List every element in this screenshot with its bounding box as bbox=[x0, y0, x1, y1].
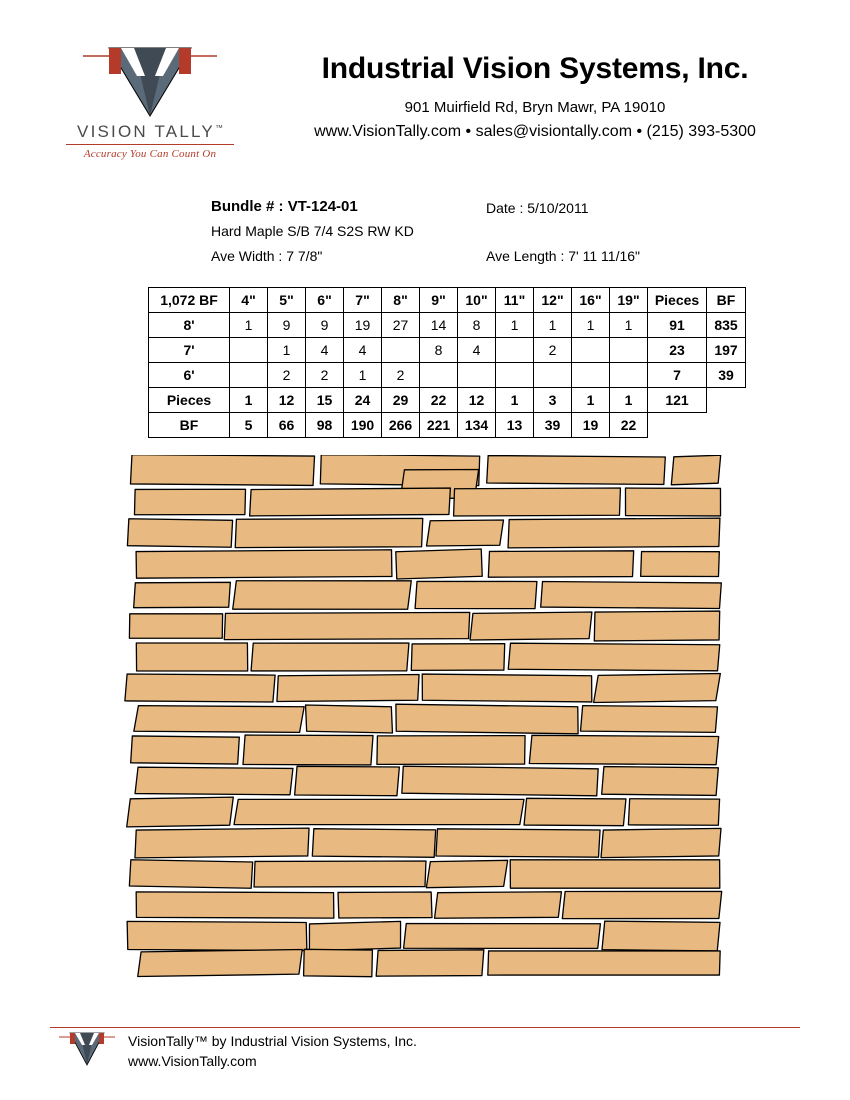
tally-table bbox=[148, 287, 746, 438]
tally-total-cell: 24 bbox=[344, 388, 382, 413]
tally-total-bf-label: 1,072 BF bbox=[149, 288, 230, 313]
page-footer bbox=[0, 1015, 850, 1085]
board-piece bbox=[129, 860, 252, 889]
tally-cell: 8 bbox=[458, 313, 496, 338]
logo-divider bbox=[66, 144, 234, 145]
bundle-info bbox=[0, 198, 850, 268]
tally-cell: 2 bbox=[534, 338, 572, 363]
tally-row-bf: 39 bbox=[707, 363, 746, 388]
board-piece bbox=[233, 581, 412, 609]
tally-cell bbox=[572, 363, 610, 388]
date-label: Date : bbox=[486, 200, 524, 216]
tally-cell: 4 bbox=[458, 338, 496, 363]
board-piece bbox=[671, 455, 720, 485]
tally-cell bbox=[496, 363, 534, 388]
tally-total-cell: 1 bbox=[230, 388, 268, 413]
board-piece bbox=[134, 706, 304, 733]
board-piece bbox=[130, 455, 314, 485]
tally-width-header: 12" bbox=[534, 288, 572, 313]
tally-row bbox=[149, 313, 746, 338]
tally-total-cell: 39 bbox=[534, 413, 572, 438]
board-piece bbox=[377, 736, 525, 765]
tally-row-length-label: 7' bbox=[149, 338, 230, 363]
ave-width-label: Ave Width : bbox=[211, 248, 283, 264]
ave-length-label: Ave Length : bbox=[486, 248, 565, 264]
tally-cell: 2 bbox=[306, 363, 344, 388]
board-piece bbox=[135, 767, 293, 795]
tally-row bbox=[149, 363, 746, 388]
logo-wordmark bbox=[55, 122, 245, 142]
board-piece bbox=[427, 520, 504, 546]
ave-length-value: 7' 11 11/16" bbox=[568, 248, 641, 264]
tally-table-container bbox=[148, 287, 746, 438]
tally-cell: 1 bbox=[268, 338, 306, 363]
tally-total-cell: 19 bbox=[572, 413, 610, 438]
tally-cell bbox=[420, 363, 458, 388]
board-piece bbox=[235, 518, 423, 547]
board-piece bbox=[426, 860, 507, 887]
board-piece bbox=[487, 456, 666, 485]
board-piece bbox=[396, 704, 578, 734]
company-contact-line: www.VisionTally.com • sales@visiontally.com • (215) 393-5300 bbox=[314, 123, 756, 140]
tally-total-cell: 1 bbox=[610, 388, 648, 413]
tally-cell bbox=[230, 363, 268, 388]
tally-total-cell: 98 bbox=[306, 413, 344, 438]
board-piece bbox=[129, 614, 222, 638]
tally-total-cell: 12 bbox=[268, 388, 306, 413]
tally-cell: 19 bbox=[344, 313, 382, 338]
tally-total-cell: 134 bbox=[458, 413, 496, 438]
tally-row-bf: 197 bbox=[707, 338, 746, 363]
tally-cell: 1 bbox=[610, 313, 648, 338]
tally-total-cell: 66 bbox=[268, 413, 306, 438]
tally-row-pieces: 7 bbox=[648, 363, 707, 388]
company-name: Industrial Vision Systems, Inc. bbox=[321, 52, 749, 85]
tally-grand-pieces bbox=[648, 413, 707, 438]
tally-cell: 2 bbox=[382, 363, 420, 388]
board-piece bbox=[422, 674, 592, 702]
board-piece bbox=[136, 892, 334, 918]
board-piece bbox=[312, 829, 435, 858]
board-piece bbox=[524, 798, 626, 825]
footer-line-2: www.VisionTally.com bbox=[128, 1053, 257, 1069]
tally-cell bbox=[382, 338, 420, 363]
tally-cell: 2 bbox=[268, 363, 306, 388]
footer-divider bbox=[50, 1027, 800, 1028]
tally-grand-bf bbox=[707, 413, 746, 438]
board-piece bbox=[488, 951, 720, 975]
board-piece bbox=[136, 550, 392, 578]
board-layout-diagram bbox=[0, 455, 850, 1000]
board-piece bbox=[628, 799, 719, 826]
tally-width-header: 11" bbox=[496, 288, 534, 313]
tally-grand-pieces: 121 bbox=[648, 388, 707, 413]
date-field bbox=[486, 200, 589, 216]
board-piece bbox=[601, 828, 721, 857]
company-address: 901 Muirfield Rd, Bryn Mawr, PA 19010 bbox=[404, 99, 666, 116]
bundle-description: Hard Maple S/B 7/4 S2S RW KD bbox=[211, 223, 414, 239]
board-piece bbox=[250, 488, 451, 516]
board-piece bbox=[435, 892, 562, 919]
board-piece bbox=[131, 736, 240, 764]
tally-totals-label: BF bbox=[149, 413, 230, 438]
tally-total-cell: 190 bbox=[344, 413, 382, 438]
board-piece bbox=[376, 950, 484, 976]
board-piece bbox=[602, 921, 720, 951]
tally-width-header: 7" bbox=[344, 288, 382, 313]
logo-trademark: ™ bbox=[214, 123, 223, 133]
page-header bbox=[0, 30, 850, 175]
board-piece bbox=[243, 735, 373, 765]
tally-pieces-header: Pieces bbox=[648, 288, 707, 313]
board-piece bbox=[125, 674, 275, 702]
tally-width-header: 19" bbox=[610, 288, 648, 313]
tally-cell: 1 bbox=[344, 363, 382, 388]
tally-cell bbox=[610, 338, 648, 363]
company-info bbox=[255, 52, 815, 141]
tally-cell bbox=[572, 338, 610, 363]
tally-cell: 9 bbox=[268, 313, 306, 338]
tally-cell: 8 bbox=[420, 338, 458, 363]
tally-width-header: 9" bbox=[420, 288, 458, 313]
tally-row bbox=[149, 338, 746, 363]
board-piece bbox=[396, 549, 482, 579]
tally-cell: 4 bbox=[344, 338, 382, 363]
tally-cell: 14 bbox=[420, 313, 458, 338]
tally-cell bbox=[496, 338, 534, 363]
tally-total-cell: 3 bbox=[534, 388, 572, 413]
board-piece bbox=[415, 581, 537, 608]
tally-total-cell: 221 bbox=[420, 413, 458, 438]
board-piece bbox=[508, 518, 720, 548]
board-piece bbox=[541, 581, 722, 608]
board-piece bbox=[304, 949, 373, 976]
date-value: 5/10/2011 bbox=[527, 200, 589, 216]
tally-total-cell: 22 bbox=[610, 413, 648, 438]
tally-total-cell: 5 bbox=[230, 413, 268, 438]
board-piece bbox=[309, 921, 400, 950]
board-piece bbox=[436, 829, 600, 857]
tally-total-cell: 1 bbox=[572, 388, 610, 413]
board-piece bbox=[136, 643, 247, 671]
tally-width-header: 8" bbox=[382, 288, 420, 313]
board-piece bbox=[134, 582, 231, 607]
board-piece bbox=[508, 643, 720, 671]
board-piece bbox=[470, 612, 592, 640]
board-piece bbox=[277, 675, 419, 702]
tally-row-pieces: 91 bbox=[648, 313, 707, 338]
tally-grand-bf bbox=[707, 388, 746, 413]
tally-total-cell: 12 bbox=[458, 388, 496, 413]
board-piece bbox=[411, 644, 504, 671]
board-piece bbox=[594, 611, 719, 641]
board-piece bbox=[295, 766, 400, 795]
ave-length-field bbox=[486, 248, 640, 264]
company-logo bbox=[55, 42, 245, 160]
tally-width-header: 10" bbox=[458, 288, 496, 313]
board-piece bbox=[594, 674, 721, 703]
tally-row-bf: 835 bbox=[707, 313, 746, 338]
vision-tally-logo-icon bbox=[75, 42, 225, 120]
tally-totals-label: Pieces bbox=[149, 388, 230, 413]
tally-header-row bbox=[149, 288, 746, 313]
board-piece bbox=[127, 519, 232, 548]
tally-total-cell: 13 bbox=[496, 413, 534, 438]
board-piece bbox=[138, 949, 303, 976]
tally-total-cell: 266 bbox=[382, 413, 420, 438]
board-piece bbox=[254, 861, 426, 887]
board-piece bbox=[454, 488, 621, 516]
board-piece bbox=[641, 551, 720, 576]
footer-logo-icon bbox=[57, 1031, 117, 1067]
tally-total-cell: 15 bbox=[306, 388, 344, 413]
tally-total-cell: 22 bbox=[420, 388, 458, 413]
ave-width-field bbox=[211, 248, 322, 264]
board-piece bbox=[529, 735, 718, 764]
board-piece bbox=[404, 924, 601, 949]
board-piece bbox=[134, 489, 245, 514]
tally-cell: 1 bbox=[496, 313, 534, 338]
bundle-number-label: Bundle # : bbox=[211, 198, 284, 215]
board-piece bbox=[581, 706, 718, 733]
tally-width-header: 5" bbox=[268, 288, 306, 313]
ave-width-value: 7 7/8" bbox=[286, 248, 323, 264]
footer-line-1: VisionTally™ by Industrial Vision Systems, Inc. bbox=[128, 1033, 417, 1049]
board-piece bbox=[488, 551, 633, 577]
tally-totals-bf-row bbox=[149, 413, 746, 438]
tally-cell: 1 bbox=[572, 313, 610, 338]
logo-tagline: Accuracy You Can Count On bbox=[83, 148, 217, 160]
tally-row-pieces: 23 bbox=[648, 338, 707, 363]
board-piece bbox=[602, 767, 719, 796]
tally-width-header: 16" bbox=[572, 288, 610, 313]
board-piece bbox=[234, 799, 524, 824]
tally-cell bbox=[534, 363, 572, 388]
tally-cell bbox=[458, 363, 496, 388]
tally-totals-pieces-row bbox=[149, 388, 746, 413]
board-piece bbox=[402, 766, 598, 796]
tally-width-header: 6" bbox=[306, 288, 344, 313]
tally-cell bbox=[230, 338, 268, 363]
board-piece bbox=[510, 860, 720, 888]
bundle-number-value: VT-124-01 bbox=[287, 198, 358, 215]
board-piece bbox=[625, 488, 720, 516]
tally-cell: 9 bbox=[306, 313, 344, 338]
tally-row-length-label: 8' bbox=[149, 313, 230, 338]
tally-cell: 27 bbox=[382, 313, 420, 338]
tally-total-cell: 29 bbox=[382, 388, 420, 413]
board-piece bbox=[338, 892, 432, 918]
board-piece bbox=[127, 921, 307, 950]
tally-width-header: 4" bbox=[230, 288, 268, 313]
tally-cell: 1 bbox=[534, 313, 572, 338]
tally-total-cell: 1 bbox=[496, 388, 534, 413]
board-piece bbox=[251, 643, 409, 671]
tally-cell: 1 bbox=[230, 313, 268, 338]
bundle-number-field bbox=[211, 198, 358, 215]
tally-cell bbox=[610, 363, 648, 388]
tally-bf-header: BF bbox=[707, 288, 746, 313]
board-piece bbox=[224, 612, 469, 639]
tally-row-length-label: 6' bbox=[149, 363, 230, 388]
board-piece bbox=[135, 828, 309, 858]
footer-text bbox=[128, 1031, 417, 1071]
tally-cell: 4 bbox=[306, 338, 344, 363]
board-piece bbox=[306, 705, 393, 733]
board-piece bbox=[127, 797, 234, 827]
board-piece bbox=[562, 891, 721, 918]
logo-wordmark-text: VISION TALLY bbox=[77, 122, 215, 141]
